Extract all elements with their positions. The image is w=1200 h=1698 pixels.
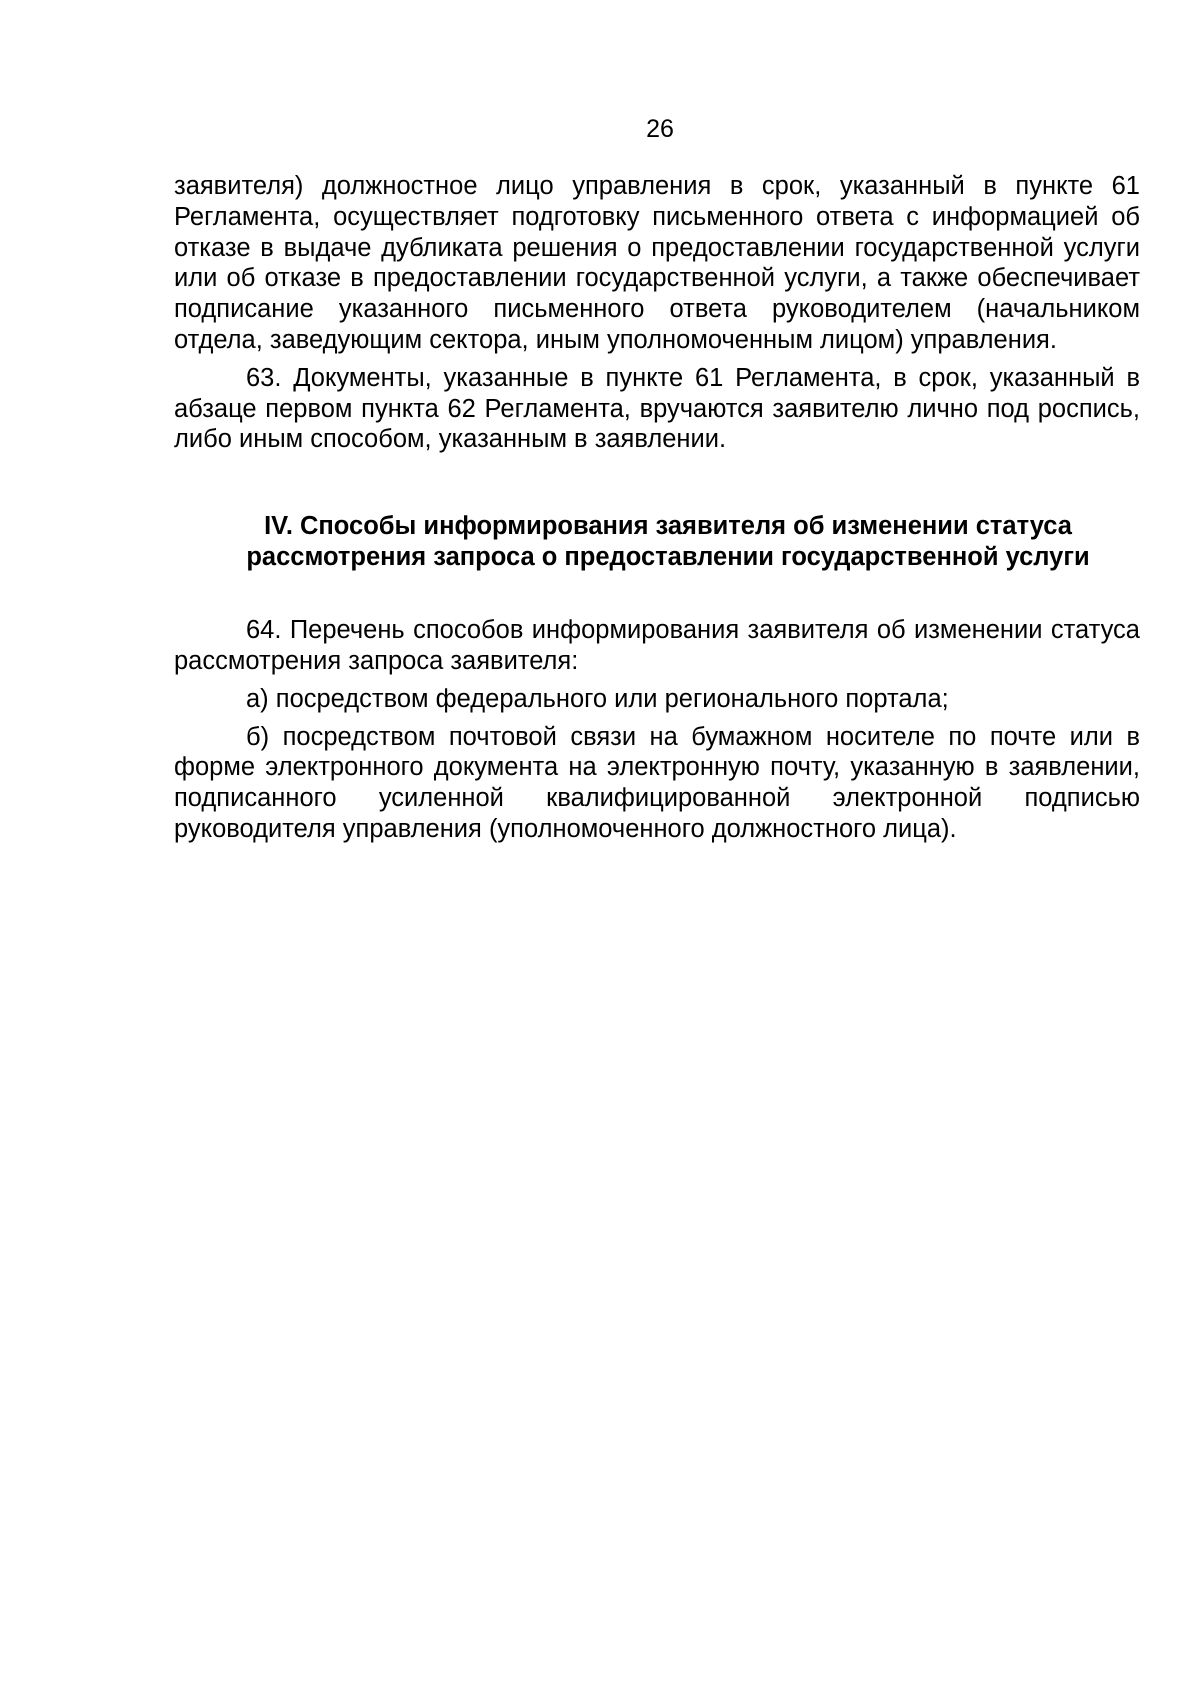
page-number: 26 [646,115,674,143]
paragraph-continued: заявителя) должностное лицо управления в срок, указанный в пункте 61 Регламента, осуществляет подготовку письменного ответа с информацией об отказе в выдаче дубликата решения о предоставлении государственной услуги или об отказе в предоставлении государственной услуги, а также обеспечивает подписание указанного письменного ответа руководителем (начальником отдела, заведующим сектора, иным уполномоченным лицом) управления. [174,172,1140,354]
paragraph-63: 63. Документы, указанные в пункте 61 Регламента, в срок, указанный в абзаце первом пункта 62 Регламента, вручаются заявителю лично под роспись, либо иным способом, указанным в заявлении. [174,363,1140,454]
section-heading-iv: IV. Способы информирования заявителя об изменении статуса рассмотрения запроса о предоставлении государственной услуги [246,512,1090,572]
document-body [174,171,1140,845]
paragraph-64-b: б) посредством почтовой связи на бумажном носителе по почте или в форме электронного документа на электронную почту, указанную в заявлении, подписанного усиленной квалифицированной электронной подписью руководителя управления (уполномоченного должностного лица). [174,722,1140,843]
paragraph-64: 64. Перечень способов информирования заявителя об изменении статуса рассмотрения запроса заявителя: [174,616,1140,675]
paragraph-64-a: а) посредством федерального или регионального портала; [246,684,949,713]
